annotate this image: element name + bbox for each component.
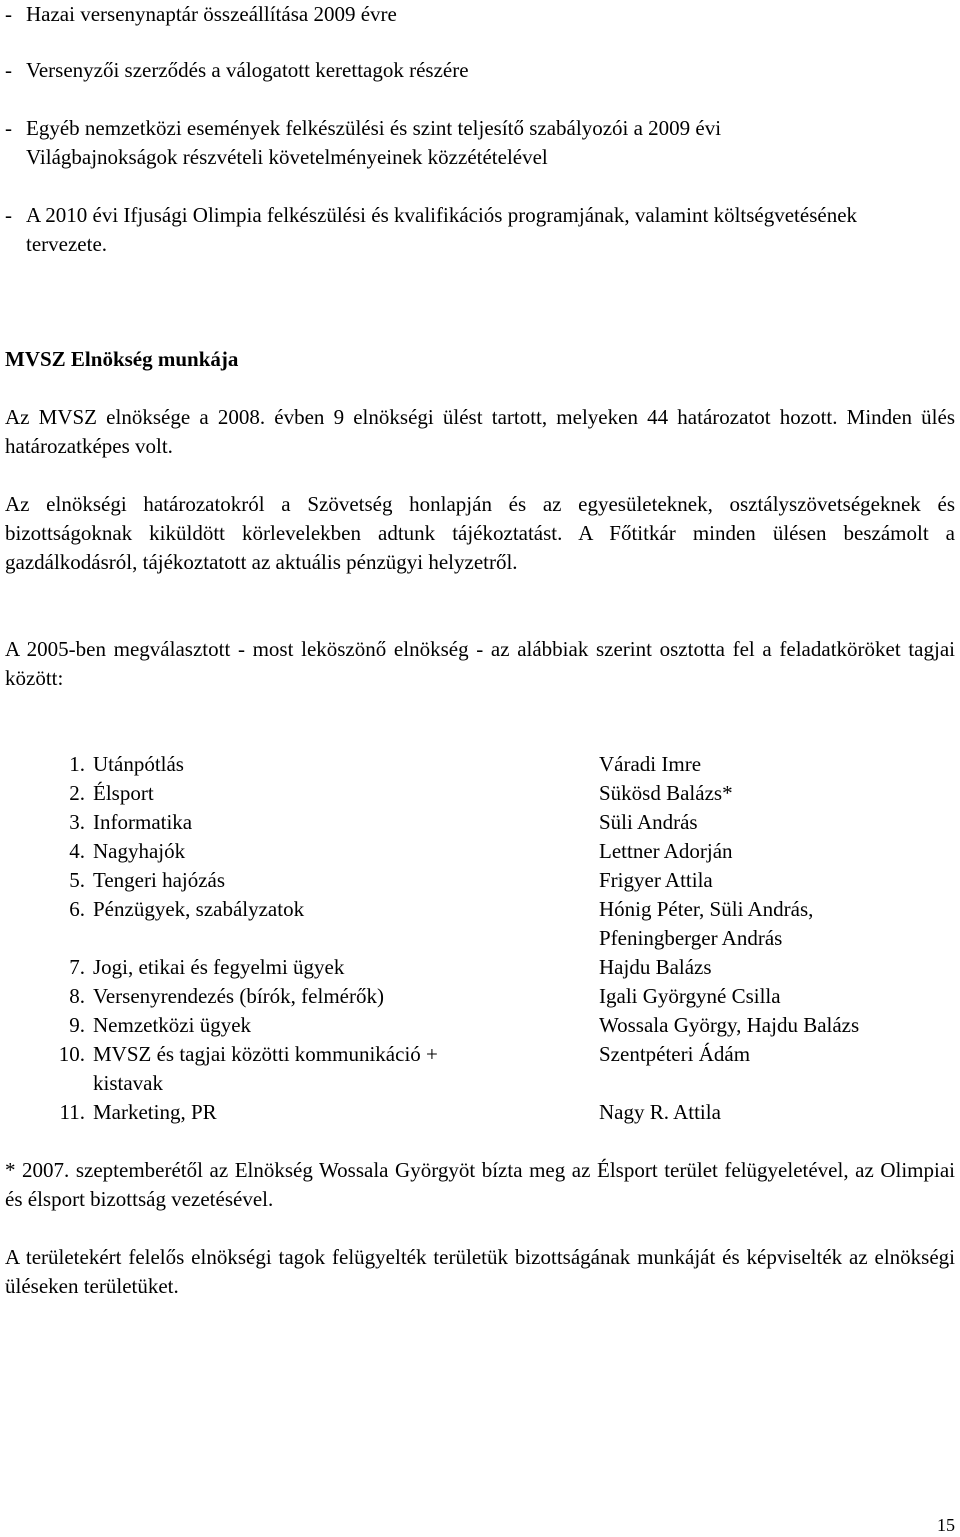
bullet-dash: -	[5, 2, 12, 26]
item-task: Élsport	[93, 781, 154, 805]
bullet-item	[5, 56, 955, 85]
list-item	[0, 837, 960, 866]
item-task: Tengeri hajózás	[93, 868, 226, 892]
item-task: Jogi, etikai és fegyelmi ügyek	[93, 955, 345, 979]
item-person: Hónig Péter, Süli András, Pfeningberger András	[599, 897, 814, 950]
bullet-item	[5, 114, 785, 172]
assignment-list	[0, 750, 960, 1127]
item-task: MVSZ és tagjai közötti kommunikáció + kistavak	[93, 1042, 438, 1095]
footnote: * 2007. szeptemberétől az Elnökség Wossala Györgyöt bízta meg az Élsport terület felügyeletével, az Olimpiai és élsport bizottság vezetésével.	[5, 1158, 955, 1211]
bullet-dash: -	[5, 203, 12, 227]
item-number: 1.	[69, 752, 85, 776]
list-item	[0, 750, 960, 779]
item-task: Informatika	[93, 810, 193, 834]
bullet-item	[5, 0, 955, 29]
item-task: Marketing, PR	[93, 1100, 217, 1124]
paragraph-assignments-intro: A 2005-ben megválasztott - most leköszönő elnökség - az alábbiak szerint osztotta fel a feladatköröket tagjai között:	[5, 637, 955, 690]
item-number: 8.	[69, 984, 85, 1008]
item-person: Frigyer Attila	[599, 868, 713, 892]
bullet-text: A 2010 évi Ifjusági Olimpia felkészülési és kvalifikációs programjának, valamint költségvetésének tervezete.	[26, 203, 858, 256]
item-number: 10.	[58, 1042, 85, 1066]
bullet-text: Versenyzői szerződés a válogatott kerettagok részére	[26, 58, 469, 82]
paragraph-sessions: Az MVSZ elnöksége a 2008. évben 9 elnökségi ülést tartott, melyeken 44 határozatot hozott. Minden ülés határozatképes volt.	[5, 405, 955, 458]
item-number: 3.	[69, 810, 85, 834]
paragraph-communication: Az elnökségi határozatokról a Szövetség honlapján és az egyesületeknek, osztályszövetségeknek és bizottságoknak kiküldött körlevelekben adtunk tájékoztatást. A Főtitkár minden ülésen beszámolt a gazdálkodásról, tájékoztatott az aktuális pénzügyi helyzetről.	[5, 492, 955, 574]
item-task: Nemzetközi ügyek	[93, 1013, 252, 1037]
list-item	[0, 1011, 960, 1040]
item-person: Wossala György, Hajdu Balázs	[599, 1013, 860, 1037]
item-number: 7.	[69, 955, 85, 979]
item-number: 5.	[69, 868, 85, 892]
bullet-item	[5, 201, 875, 259]
list-item	[0, 982, 960, 1011]
bullet-dash: -	[5, 116, 12, 140]
item-person: Süli András	[599, 810, 698, 834]
item-number: 6.	[69, 897, 85, 921]
item-person: Nagy R. Attila	[599, 1100, 721, 1124]
section-heading: MVSZ Elnökség munkája	[5, 347, 239, 371]
item-number: 4.	[69, 839, 85, 863]
item-person: Váradi Imre	[599, 752, 702, 776]
item-task: Pénzügyek, szabályzatok	[93, 897, 305, 921]
list-item	[0, 895, 960, 953]
item-task: Nagyhajók	[93, 839, 186, 863]
list-item	[0, 1040, 960, 1098]
list-item	[0, 1098, 960, 1127]
list-item	[0, 779, 960, 808]
list-item	[0, 866, 960, 895]
item-person: Igali Györgyné Csilla	[599, 984, 781, 1008]
page-number: 15	[937, 1515, 955, 1535]
item-number: 11.	[59, 1100, 85, 1124]
bullet-text: Hazai versenynaptár összeállítása 2009 évre	[26, 2, 397, 26]
item-task: Utánpótlás	[93, 752, 184, 776]
item-person: Hajdu Balázs	[599, 955, 712, 979]
item-task: Versenyrendezés (bírók, felmérők)	[93, 984, 384, 1008]
item-person: Szentpéteri Ádám	[599, 1042, 751, 1066]
item-number: 9.	[69, 1013, 85, 1037]
list-item	[0, 953, 960, 982]
bullet-text: Egyéb nemzetközi események felkészülési és szint teljesítő szabályozói a 2009 évi Világbajnokságok részvételi követelményeinek közzétételével	[26, 116, 722, 169]
item-person: Sükösd Balázs*	[599, 781, 733, 805]
bullet-dash: -	[5, 58, 12, 82]
paragraph-closing: A területekért felelős elnökségi tagok felügyelték területük bizottságának munkáját és képviselték az elnökségi üléseken területüket.	[5, 1245, 955, 1298]
item-number: 2.	[69, 781, 85, 805]
item-person: Lettner Adorján	[599, 839, 733, 863]
list-item	[0, 808, 960, 837]
